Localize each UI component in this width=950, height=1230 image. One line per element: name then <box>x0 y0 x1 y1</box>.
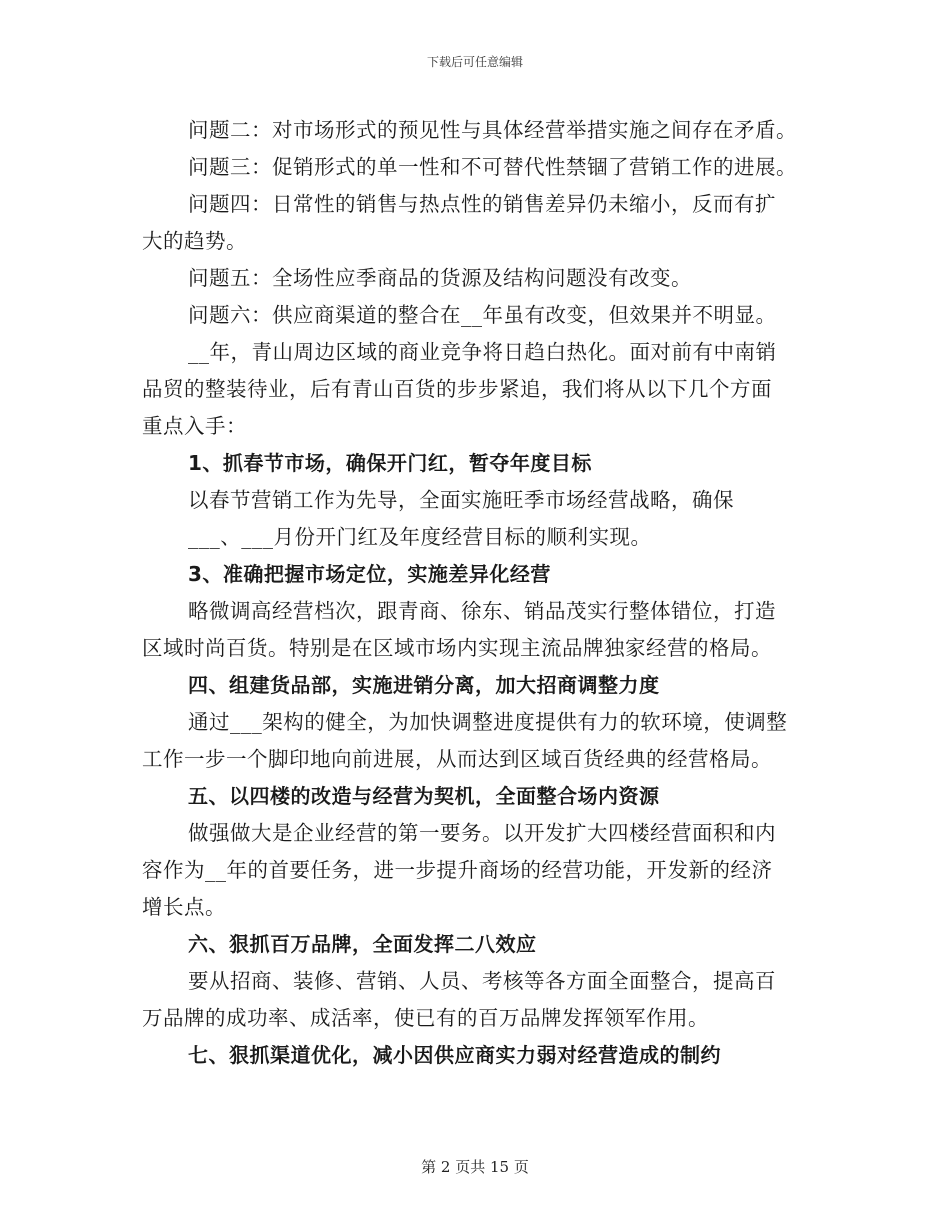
paragraph-line: 问题五：全场性应季商品的货源及结构问题没有改变。 <box>188 266 692 290</box>
paragraph-line: 重点入手： <box>142 414 247 438</box>
paragraph-line: 大的趋势。 <box>142 229 247 253</box>
section-heading: 五、以四楼的改造与经营为契机，全面整合场内资源 <box>188 784 660 808</box>
document-body <box>142 112 822 1074</box>
paragraph-line: 工作一步一个脚印地向前进展，从而达到区域百货经典的经营格局。 <box>142 747 772 771</box>
paragraph-line: 要从招商、装修、营销、人员、考核等各方面全面整合，提高百 <box>188 969 776 993</box>
paragraph-line: 万品牌的成功率、成活率，使已有的百万品牌发挥领军作用。 <box>142 1006 709 1030</box>
paragraph-line: 通过___架构的健全，为加快调整进度提供有力的软环境，使调整 <box>188 710 788 734</box>
paragraph-line: 问题六：供应商渠道的整合在__年虽有改变，但效果并不明显。 <box>188 303 777 327</box>
paragraph-line: 区域时尚百货。特别是在区域市场内实现主流品牌独家经营的格局。 <box>142 636 772 660</box>
paragraph-line: 品贸的整装待业，后有青山百货的步步紧追，我们将从以下几个方面 <box>142 377 772 401</box>
page-header: 下载后可任意编辑 <box>426 55 523 69</box>
section-heading: 四、组建货品部，实施进销分离，加大招商调整力度 <box>188 673 660 697</box>
paragraph-line: __年，青山周边区域的商业竞争将日趋白热化。面对前有中南销 <box>188 340 777 364</box>
paragraph-line: 容作为__年的首要任务，进一步提升商场的经营功能，开发新的经济 <box>142 858 773 882</box>
section-heading: 3、准确把握市场定位，实施差异化经营 <box>188 562 551 586</box>
paragraph-line: 问题四：日常性的销售与热点性的销售差异仍未缩小，反而有扩 <box>188 192 776 216</box>
section-heading: 六、狠抓百万品牌，全面发挥二八效应 <box>188 932 537 956</box>
paragraph-line: ___、___月份开门红及年度经营目标的顺利实现。 <box>188 525 652 549</box>
paragraph-line: 做强做大是企业经营的第一要务。以开发扩大四楼经营面积和内 <box>188 821 776 845</box>
section-heading: 1、抓春节市场，确保开门红，暂夺年度目标 <box>188 451 592 475</box>
paragraph-line: 以春节营销工作为先导，全面实施旺季市场经营战略，确保 <box>188 488 734 512</box>
paragraph-line: 增长点。 <box>142 895 226 919</box>
paragraph-line: 略微调高经营档次，跟青商、徐东、销品茂实行整体错位，打造 <box>188 599 776 623</box>
paragraph-line: 问题三：促销形式的单一性和不可替代性禁锢了营销工作的进展。 <box>188 155 797 179</box>
paragraph-line: 问题二：对市场形式的预见性与具体经营举措实施之间存在矛盾。 <box>188 118 797 142</box>
page-footer: 第 2 页共 15 页 <box>421 1158 529 1176</box>
section-heading: 七、狠抓渠道优化，减小因供应商实力弱对经营造成的制约 <box>188 1043 721 1067</box>
